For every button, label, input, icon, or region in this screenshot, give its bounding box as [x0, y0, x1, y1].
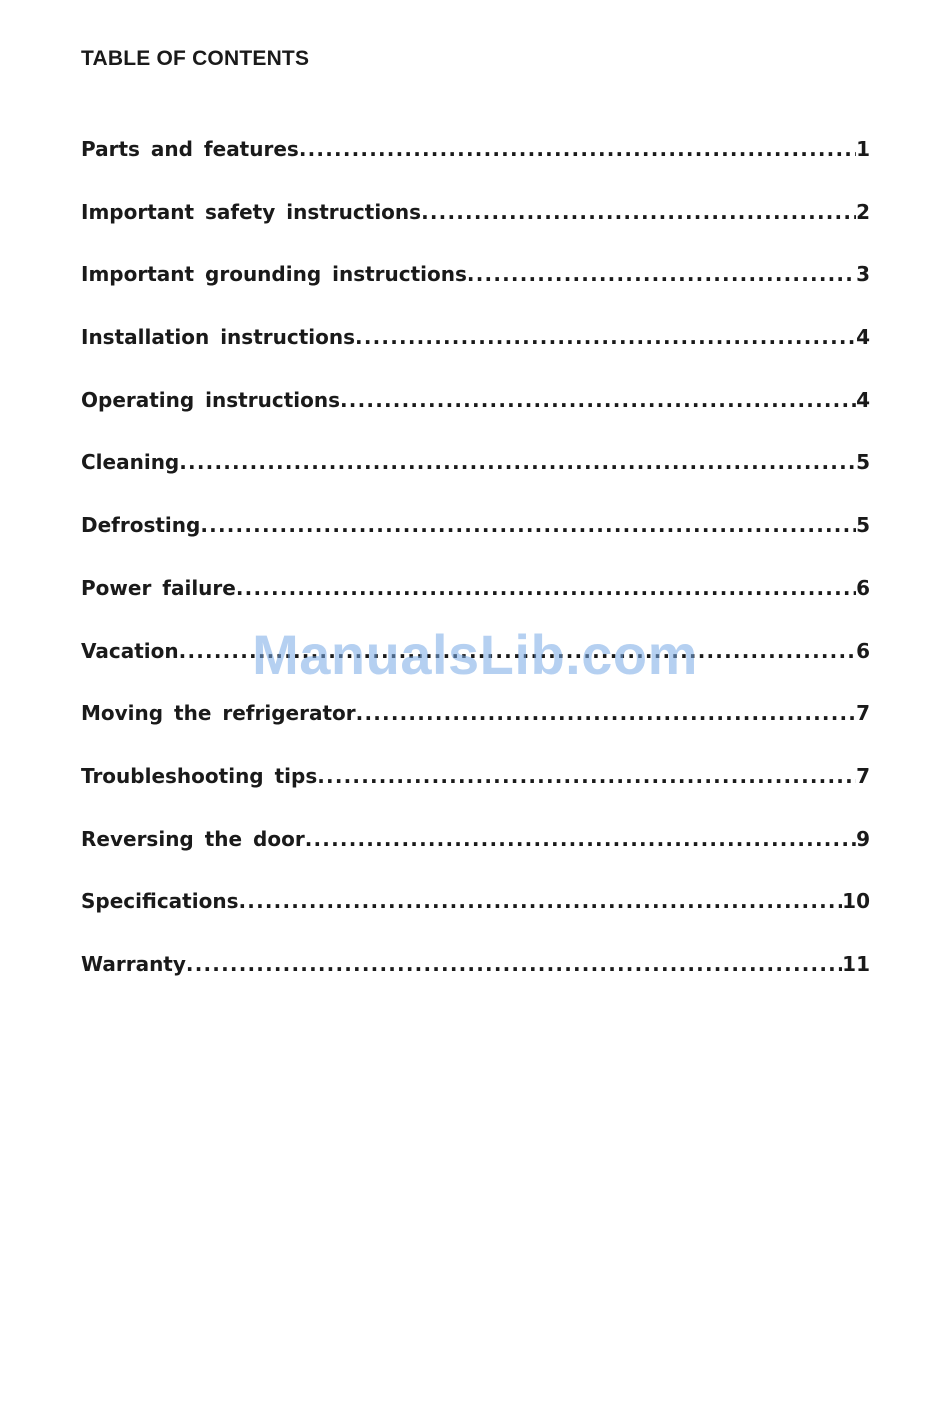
dot-leader: [356, 701, 856, 725]
dot-leader: [305, 827, 856, 851]
toc-entry-warranty[interactable]: [81, 952, 870, 1015]
toc-page-number: 6: [856, 638, 870, 663]
toc-entry-troubleshooting-tips[interactable]: [81, 764, 870, 827]
toc-entry-label: Operating instructions: [81, 387, 340, 412]
toc-page-number: 4: [856, 387, 870, 412]
toc-page-number: 1: [856, 137, 870, 161]
dot-leader: [236, 576, 856, 600]
page-title: TABLE OF CONTENTS: [81, 47, 310, 70]
toc-entry-label: Defrosting: [81, 513, 201, 538]
dot-leader: [179, 639, 856, 663]
toc-entry-moving-the-refrigerator[interactable]: [81, 701, 870, 764]
dot-leader: [355, 325, 856, 349]
toc-list: [81, 137, 870, 1015]
toc-entry-label: Important grounding instructions: [81, 262, 467, 287]
watermark: ManualsLib.com: [252, 623, 698, 686]
dot-leader: [186, 952, 842, 976]
dot-leader: [179, 450, 856, 474]
toc-page-number: 6: [856, 575, 870, 600]
toc-entry-label: Moving the refrigerator: [81, 701, 356, 726]
toc-entry-label: Power failure: [81, 575, 236, 600]
toc-entry-label: Parts and features: [81, 137, 299, 161]
toc-page-number: 3: [856, 262, 870, 287]
toc-entry-important-safety-instructions[interactable]: [81, 200, 870, 263]
toc-entry-label: Cleaning: [81, 450, 180, 475]
toc-entry-label: Warranty: [81, 951, 186, 976]
toc-entry-power-failure[interactable]: [81, 576, 870, 639]
toc-page-number: 5: [856, 450, 870, 475]
toc-entry-important-grounding-instructions[interactable]: [81, 262, 870, 325]
toc-entry-defrosting[interactable]: [81, 513, 870, 576]
toc-entry-label: Installation instructions: [81, 325, 356, 350]
toc-page-number: 4: [856, 325, 870, 350]
toc-entry-reversing-the-door[interactable]: [81, 827, 870, 890]
dot-leader: [340, 388, 856, 412]
toc-entry-installation-instructions[interactable]: [81, 325, 870, 388]
dot-leader: [200, 513, 856, 537]
toc-entry-cleaning[interactable]: [81, 450, 870, 513]
toc-entry-label: Important safety instructions: [81, 199, 422, 224]
toc-page-number: 9: [856, 826, 870, 851]
toc-entry-label: Troubleshooting tips: [81, 763, 318, 788]
toc-entry-specifications[interactable]: [81, 889, 870, 952]
toc-page-number: 11: [842, 951, 870, 976]
toc-entry-label: Reversing the door: [81, 826, 305, 851]
dot-leader: [467, 262, 856, 286]
toc-entry-operating-instructions[interactable]: [81, 388, 870, 451]
dot-leader: [317, 764, 856, 788]
dot-leader: [238, 889, 842, 913]
toc-entry-vacation[interactable]: [81, 639, 870, 702]
toc-page-number: 10: [842, 889, 870, 914]
toc-entry-label: Vacation: [81, 638, 179, 663]
toc-entry-label: Specifications: [81, 889, 239, 914]
toc-page-number: 7: [856, 763, 870, 788]
dot-leader: [421, 200, 856, 224]
toc-page-number: 7: [856, 701, 870, 726]
toc-entry-parts-and-features[interactable]: [81, 137, 870, 200]
toc-page-number: 5: [856, 513, 870, 538]
dot-leader: [299, 137, 856, 161]
toc-page-number: 2: [856, 199, 870, 224]
